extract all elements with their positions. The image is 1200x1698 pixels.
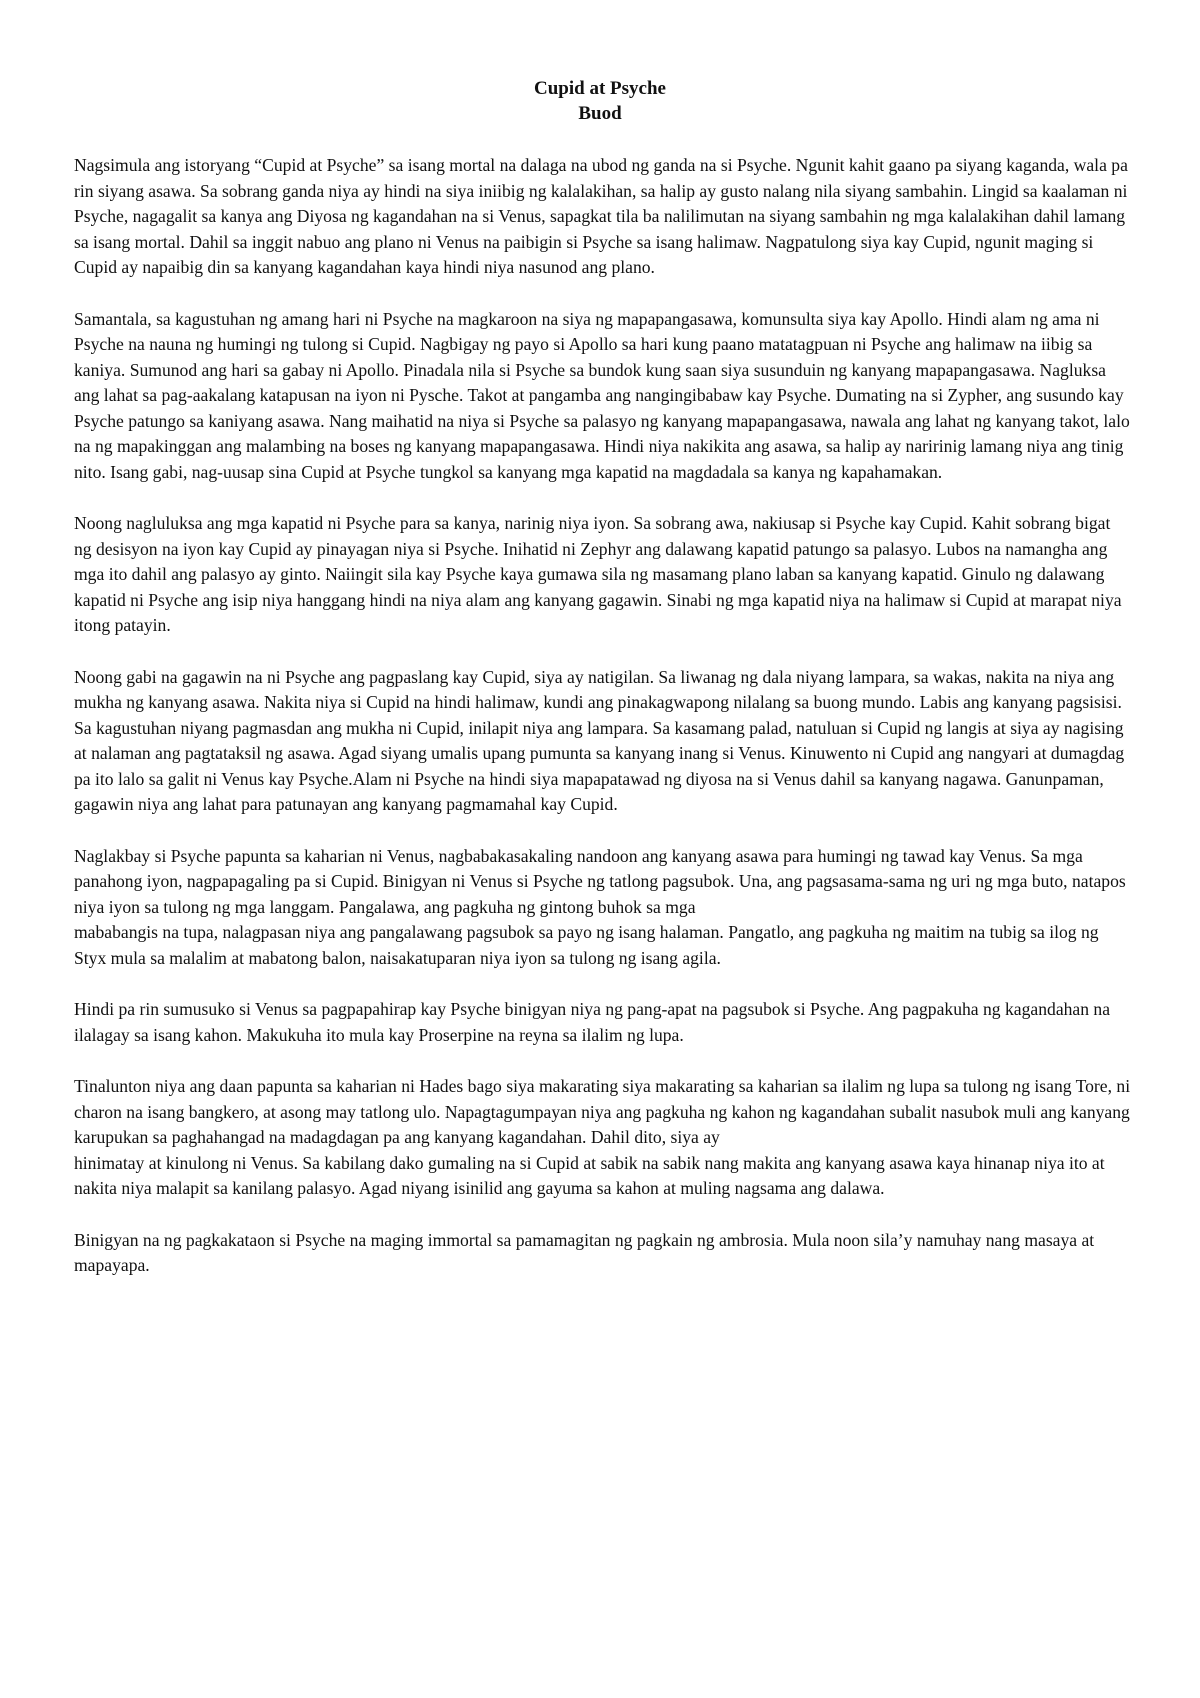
- document-body: [74, 153, 1132, 1305]
- document-header: [0, 76, 1200, 126]
- document-title: Cupid at Psyche: [534, 78, 666, 99]
- paragraph-5b: mababangis na tupa, nalagpasan niya ang pangalawang pagsubok sa payo ng isang halaman. Pangatlo, ang pagkuha ng maitim na tubig sa ilog ng Styx mula sa malalim at mabatong balon, naisakatuparan niya iyon sa tulong ng isang agila.: [74, 922, 1099, 968]
- paragraph-1: Nagsimula ang istoryang “Cupid at Psyche” sa isang mortal na dalaga na ubod ng ganda na si Psyche. Ngunit kahit gaano pa siyang kaganda, wala pa rin siyang asawa. Sa sobrang ganda niya ay hindi na siya iniibig ng kalalakihan, sa halip ay gusto nalang nila siyang sambahin. Lingid sa kaalaman ni Psyche, nagagalit sa kanya ang Diyosa ng kagandahan na si Venus, sapagkat tila ba nalilimutan na siyang sambahin ng mga kalalakihan dahil lamang sa isang mortal. Dahil sa inggit nabuo ang plano ni Venus na paibigin si Psyche sa isang halimaw. Nagpatulong siya kay Cupid, ngunit maging si Cupid ay napaibig din sa kanyang kagandahan kaya hindi niya nasunod ang plano.: [74, 155, 1128, 277]
- paragraph-4: Noong gabi na gagawin na ni Psyche ang pagpaslang kay Cupid, siya ay natigilan. Sa liwanag ng dala niyang lampara, sa wakas, nakita na niya ang mukha ng kanyang asawa. Nakita niya si Cupid na hindi halimaw, kundi ang pinakagwapong nilalang sa buong mundo. Labis ang kanyang pagsisisi. Sa kagustuhan niyang pagmasdan ang mukha ni Cupid, inilapit niya ang lampara. Sa kasamang palad, natuluan si Cupid ng langis at siya ay nagising at nalaman ang pagtataksil ng asawa. Agad siyang umalis upang pumunta sa kanyang inang si Venus. Kinuwento ni Cupid ang nangyari at dumagdag pa ito lalo sa galit ni Venus kay Psyche.Alam ni Psyche na hindi siya mapapatawad ng diyosa na si Venus dahil sa kanyang nagawa. Ganunpaman, gagawin niya ang lahat para patunayan ang kanyang pagmamahal kay Cupid.: [74, 666, 1125, 814]
- paragraph-8: Binigyan na ng pagkakataon si Psyche na maging immortal sa pamamagitan ng pagkain ng ambrosia. Mula noon sila’y namuhay nang masaya at mapayapa.: [74, 1229, 1095, 1275]
- paragraph-7b: hinimatay at kinulong ni Venus. Sa kabilang dako gumaling na si Cupid at sabik na sabik nang makita ang kanyang asawa kaya hinanap niya ito at nakita niya malapit sa kanilang palasyo. Agad niyang isinilid ang gayuma sa kahon at muling nagsama ang dalawa.: [74, 1152, 1105, 1198]
- document-subtitle: Buod: [578, 103, 622, 124]
- paragraph-3: Noong nagluluksa ang mga kapatid ni Psyche para sa kanya, narinig niya iyon. Sa sobrang awa, nakiusap si Psyche kay Cupid. Kahit sobrang bigat ng desisyon na iyon kay Cupid ay pinayagan niya si Psyche. Inihatid ni Zephyr ang dalawang kapatid patungo sa palasyo. Lubos na namangha ang mga ito dahil ang palasyo ay ginto. Naiingit sila kay Psyche kaya gumawa sila ng masamang plano laban sa kanyang kapatid. Ginulo ng dalawang kapatid ni Psyche ang isip niya hanggang hindi na niya alam ang kanyang gagawin. Sinabi ng mga kapatid niya na halimaw si Cupid at marapat niya itong patayin.: [74, 513, 1122, 635]
- paragraph-6: Hindi pa rin sumusuko si Venus sa pagpapahirap kay Psyche binigyan niya ng pang-apat na pagsubok si Psyche. Ang pagpakuha ng kagandahan na ilalagay sa isang kahon. Makukuha ito mula kay Proserpine na reyna sa ilalim ng lupa.: [74, 999, 1111, 1045]
- paragraph-5a: Naglakbay si Psyche papunta sa kaharian ni Venus, nagbabakasakaling nandoon ang kanyang asawa para humingi ng tawad kay Venus. Sa mga panahong iyon, nagpapagaling pa si Cupid. Binigyan ni Venus si Psyche ng tatlong pagsubok. Una, ang pagsasama-sama ng uri ng mga buto, natapos niya iyon sa tulong ng mga langgam. Pangalawa, ang pagkuha ng gintong buhok sa mga: [74, 845, 1126, 917]
- paragraph-2: Samantala, sa kagustuhan ng amang hari ni Psyche na magkaroon na siya ng mapapangasawa, komunsulta siya kay Apollo. Hindi alam ng ama ni Psyche na nauna ng humingi ng tulong si Cupid. Nagbigay ng payo si Apollo sa hari kung paano matatagpuan ni Psyche ang halimaw na iibig sa kaniya. Sumunod ang hari sa gabay ni Apollo. Pinadala nila si Psyche sa bundok kung saan siya susunduin ng kanyang mapapangasawa. Nagluksa ang lahat sa pag-aakalang katapusan na iyon ni Pysche. Takot at pangamba ang nangingibabaw kay Psyche. Dumating na si Zypher, ang susundo kay Psyche patungo sa kaniyang asawa. Nang maihatid na niya si Psyche sa palasyo ng kanyang mapapangasawa, nawala ang lahat ng kanyang takot, lalo na ng mapakinggan ang malambing na boses ng kanyang mapapangasawa. Hindi niya nakikita ang asawa, sa halip ay naririnig lamang niya ang tinig nito. Isang gabi, nag-uusap sina Cupid at Psyche tungkol sa kanyang mga kapatid na magdadala sa kanya ng kapahamakan.: [74, 308, 1130, 482]
- paragraph-7a: Tinalunton niya ang daan papunta sa kaharian ni Hades bago siya makarating siya makarating sa kaharian sa ilalim ng lupa sa tulong ng isang Tore, ni charon na isang bangkero, at asong may tatlong ulo. Napagtagumpayan niya ang pagkuha ng kahon ng kagandahan subalit nasubok muli ang kanyang karupukan sa paghahangad na madagdagan pa ang kanyang kagandahan. Dahil dito, siya ay: [74, 1076, 1131, 1147]
